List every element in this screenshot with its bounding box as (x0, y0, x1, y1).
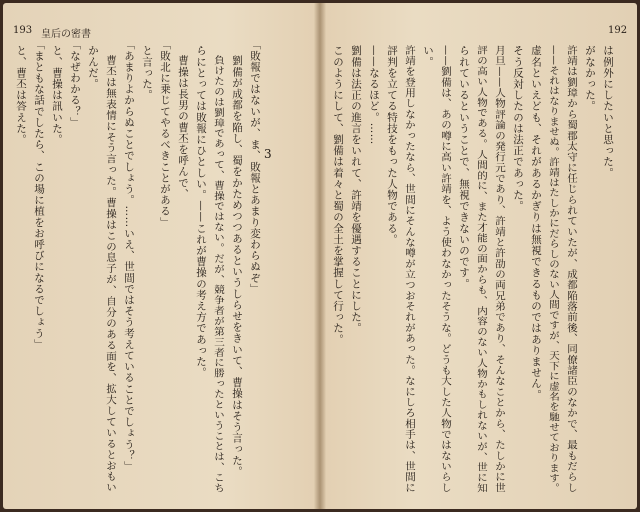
text-line: らにとっては敗報にひとしい。——これが曹操の考え方であった。 (195, 45, 207, 378)
text-line: 「あまりよからぬことでしょう。……いえ、世間ではそう考えていることでしょう？」 (123, 39, 135, 472)
left-page (3, 3, 320, 509)
text-line: ——劉備は、あの噂に高い許靖を、よう使わなかったそうな。どうも大した人物ではないらし (440, 45, 452, 494)
text-line: 曹丕は無表情にそう言った。曹操はこの息子が、自分のある面を、拡大しているとおもい (105, 55, 117, 493)
text-line: 負けたのは劉璋であって、曹操ではない。だが、競争者が第三者に勝ったということは、こち (213, 55, 225, 494)
text-line: られているということで、無視できないのです。 (458, 45, 470, 290)
text-line: 評の高い人物である。人間的に、また才能の面からも、内容のない人物かもしれないが、世に知 (476, 45, 488, 494)
text-line: 評判を立てる特技をもった人物である。 (386, 45, 398, 245)
text-line: と言った。 (141, 45, 153, 101)
running-title: 皇后の密書 (41, 29, 91, 40)
text-line: 劉備が成都を陥し、蜀をかためつつあるというしらせをきいて、曹操はそう言った。 (231, 55, 243, 477)
text-line: 曹操は長男の曹丕を呼んで、 (177, 55, 189, 200)
text-line: 「敗北に乗じてやるべきことがある」 (159, 39, 171, 228)
text-line: い。 (422, 45, 434, 68)
text-line: ——なるほど。…… (368, 45, 380, 145)
left-page-number: 193 (13, 25, 33, 36)
right-page-number: 192 (608, 25, 628, 36)
text-line: がなかった。 (584, 45, 596, 112)
text-line: 「敗報ではないが、ま、敗報とあまり変わらぬぞ」 (249, 39, 261, 295)
text-line: 「なぜわかる？」 (69, 39, 81, 128)
book-spread (3, 3, 637, 509)
text-line: ——それはなりませぬ。許靖はたしかにだらしのない人間ですが、天下に虚名を馳せております。 (548, 45, 560, 494)
text-line: 月旦——人物評論の発行元であり、許靖と許劭の両兄弟であり、そんなことから、たしかに世 (494, 45, 506, 494)
text-line: は例外にしたいと思った。 (602, 45, 614, 179)
text-line: そう反対したのは法正であった。 (512, 45, 524, 212)
right-page (320, 3, 637, 509)
section-number: 3 (264, 147, 272, 161)
text-line: 許靖を登用しなかったなら、世間にそんな噂が立つおそれがあった。なにしろ相手は、世間に (404, 45, 416, 494)
text-line: 「まともな話でしたら、この場に植をお呼びになるでしょう」 (33, 39, 45, 350)
text-line: と、曹操は訊いた。 (51, 45, 63, 145)
text-line: 劉備は法正の進言をいれて、許靖を優遇することにした。 (350, 45, 362, 334)
text-line: と、曹丕は答えた。 (15, 45, 27, 145)
text-line: このようにして、劉備は着々と蜀の全土を掌握して行った。 (332, 45, 344, 345)
text-line: 虚名といえども、それがあるかぎりは無視できるものではありません。 (530, 45, 542, 401)
text-line: 許靖は劉璋から蜀郡太守に任じられていたが、成都陥落前後、同僚諸臣のなかで、最もだらし (566, 45, 578, 494)
text-line: かんだ。 (87, 45, 99, 90)
